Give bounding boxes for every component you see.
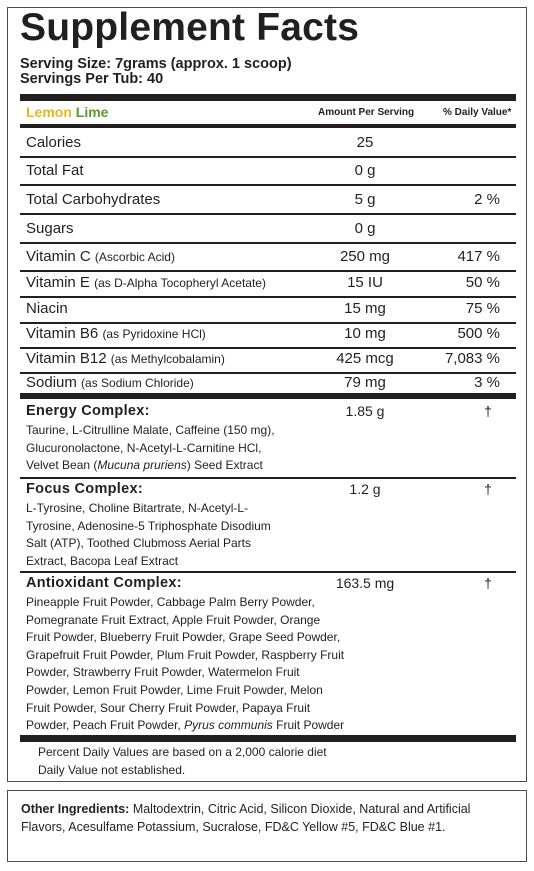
nutrient-amount: 425 mcg (336, 350, 394, 367)
nutrient-amount: 25 (356, 134, 374, 151)
complex-ingredient-line: Fruit Powder, Blueberry Fruit Powder, Grape Seed Powder, (26, 630, 341, 645)
complex-daily-value: † (484, 481, 492, 497)
nutrient-source: (as Sodium Chloride) (81, 376, 194, 390)
nutrient-amount: 0 g (354, 162, 376, 179)
flavor-name (26, 104, 108, 120)
divider-medium (20, 124, 516, 128)
complex-daily-value: † (484, 403, 492, 419)
nutrient-name (26, 325, 206, 342)
complex-ingredients (26, 500, 446, 570)
serving-size: Serving Size: 7grams (approx. 1 scoop) (20, 56, 292, 72)
nutrient-name (26, 300, 68, 317)
nutrient-label: Total Carbohydrates (26, 191, 161, 208)
nutrient-daily-value: 500 % (457, 325, 500, 342)
nutrient-daily-value: 50 % (465, 274, 500, 291)
complex-title: Antioxidant Complex: (26, 575, 182, 591)
complex-divider (20, 571, 516, 573)
nutrient-daily-value: 3 % (474, 374, 500, 391)
nutrient-daily-value: 75 % (465, 300, 500, 317)
divider-thick (20, 94, 516, 101)
divider-thick (20, 393, 516, 399)
complex-ingredient-line: Glucuronolactone, N-Acetyl-L-Carnitine HCl, (26, 440, 262, 455)
other-ingredients-label: Other Ingredients: (21, 802, 130, 816)
header-daily-value: % Daily Value* (443, 107, 512, 118)
complex-title: Energy Complex: (26, 403, 150, 419)
nutrient-amount: 0 g (354, 220, 376, 237)
flavor-lemon: Lemon (26, 104, 72, 120)
complex-ingredient-line: Powder, Peach Fruit Powder, Pyrus communis Fruit Powder (26, 718, 345, 733)
nutrient-daily-value: 7,083 % (444, 350, 500, 367)
row-divider (20, 213, 516, 215)
row-divider (20, 242, 516, 244)
nutrient-source: (Ascorbic Acid) (94, 250, 175, 264)
complex-ingredients (26, 422, 446, 475)
nutrient-name (26, 374, 194, 391)
servings-per-tub: Servings Per Tub: 40 (20, 71, 164, 87)
nutrient-label: Sodium (26, 374, 77, 391)
divider-thick (20, 735, 516, 742)
nutrient-label: Vitamin C (26, 248, 91, 265)
row-divider (20, 270, 516, 272)
nutrient-source: (as Pyridoxine HCl) (102, 327, 206, 341)
complex-amount: 1.2 g (349, 481, 381, 497)
nutrient-label: Total Fat (26, 162, 84, 179)
nutrient-daily-value: 417 % (457, 248, 500, 265)
header-amount-per-serving: Amount Per Serving (318, 107, 415, 118)
complex-ingredient-line: Pomegranate Fruit Extract, Apple Fruit Powder, Orange (26, 612, 321, 627)
complex-ingredient-line: Pineapple Fruit Powder, Cabbage Palm Berry Powder, (26, 595, 315, 609)
other-ingredients-box (7, 790, 527, 862)
complex-ingredient-line: Grapefruit Fruit Powder, Plum Fruit Powder, Raspberry Fruit (26, 647, 345, 662)
nutrient-daily-value: 2 % (474, 191, 500, 208)
complex-ingredient-line: Extract, Bacopa Leaf Extract (26, 553, 179, 568)
nutrient-label: Vitamin B12 (26, 350, 107, 367)
row-divider (20, 296, 516, 298)
nutrient-name (26, 350, 225, 367)
nutrient-name (26, 134, 81, 151)
nutrient-name (26, 162, 84, 179)
nutrient-amount: 79 mg (344, 374, 386, 391)
complex-daily-value: † (484, 575, 492, 591)
row-divider (20, 322, 516, 324)
footnote-not-established: Daily Value not established. (38, 763, 186, 777)
nutrient-amount: 5 g (354, 191, 376, 208)
row-divider (20, 184, 516, 186)
complex-ingredients (26, 594, 446, 735)
nutrient-label: Calories (26, 134, 82, 151)
nutrient-source: (as Methylcobalamin) (110, 352, 225, 366)
nutrient-source: (as D-Alpha Tocopheryl Acetate) (94, 276, 266, 290)
complex-ingredient-line: Powder, Lemon Fruit Powder, Lime Fruit Powder, Melon (26, 682, 323, 697)
nutrient-label: Vitamin E (26, 274, 90, 291)
nutrient-label: Sugars (26, 220, 74, 237)
nutrient-label: Vitamin B6 (26, 325, 99, 342)
nutrient-label: Niacin (26, 300, 68, 317)
complex-title: Focus Complex: (26, 481, 143, 497)
other-ingredients-text (21, 801, 511, 836)
complex-amount: 1.85 g (345, 403, 385, 419)
row-divider (20, 156, 516, 158)
flavor-lime: Lime (75, 104, 109, 120)
nutrient-amount: 250 mg (339, 248, 391, 265)
complex-amount: 163.5 mg (335, 575, 395, 591)
nutrient-name (26, 191, 160, 208)
complex-ingredient-line: Taurine, L-Citrulline Malate, Caffeine (150 mg), (26, 423, 275, 437)
complex-ingredient-line: L-Tyrosine, Choline Bitartrate, N-Acetyl-L- (26, 501, 249, 515)
complex-ingredient-line: Fruit Powder, Sour Cherry Fruit Powder, Papaya Fruit (26, 700, 311, 715)
complex-ingredient-line: Salt (ATP), Toothed Clubmoss Aerial Parts (26, 536, 251, 551)
footnote-daily-values: Percent Daily Values are based on a 2,000 calorie diet (38, 745, 327, 759)
nutrient-amount: 15 mg (344, 300, 386, 317)
other-ingredients-list: Maltodextrin, Citric Acid, Silicon Dioxide, Natural and Artificial Flavors, Acesulfame Potassium, Sucralose, FD&C Yellow #5, FD&C Blue #1. (21, 802, 471, 834)
complex-ingredient-line: Velvet Bean (Mucuna pruriens) Seed Extract (26, 458, 263, 473)
complex-ingredient-line: Powder, Strawberry Fruit Powder, Watermelon Fruit (26, 665, 300, 680)
complex-divider (20, 477, 516, 479)
nutrient-name (26, 248, 175, 265)
nutrient-amount: 10 mg (344, 325, 386, 342)
nutrient-name (26, 220, 74, 237)
complex-ingredient-line: Tyrosine, Adenosine-5 Triphosphate Disodium (26, 518, 271, 533)
page-title: Supplement Facts (20, 6, 360, 49)
nutrient-name (26, 274, 266, 291)
nutrient-amount: 15 IU (347, 274, 383, 291)
row-divider (20, 347, 516, 349)
